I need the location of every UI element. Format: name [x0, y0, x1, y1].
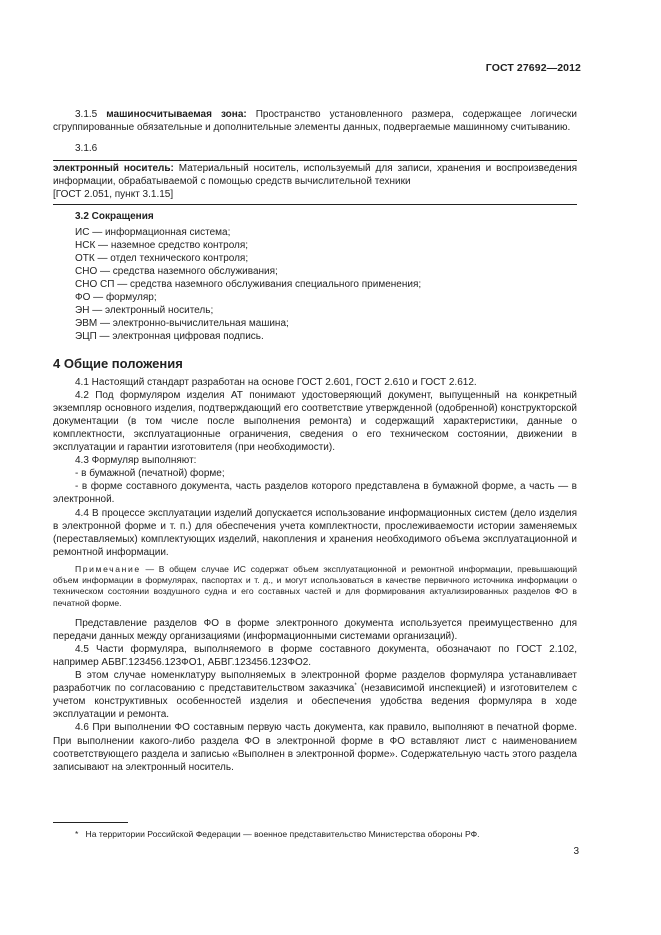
list-item: СНО СП — средства наземного обслуживания специального применения;: [75, 279, 422, 291]
clause-number: 3.1.5: [75, 109, 98, 120]
paragraph-4-5: 4.5 Части формуляра, выполняемого в форме составного документа, обозначают по ГОСТ 2.102, например АБВГ.123456.123ФО1, АБВГ.123456.123ФО2.: [53, 643, 577, 668]
term-box: [53, 160, 577, 204]
clause-3-1-5: [53, 108, 577, 134]
page-content: [53, 108, 577, 774]
list-item: ЭЦП — электронная цифровая подпись.: [75, 331, 264, 343]
footnote: [75, 829, 575, 840]
footnote-divider: [53, 822, 128, 823]
subsection-title: 3.2 Сокращения: [75, 210, 154, 222]
paragraph-4-1: 4.1 Настоящий стандарт разработан на основе ГОСТ 2.601, ГОСТ 2.610 и ГОСТ 2.612.: [75, 376, 477, 388]
section-title: 4 Общие положения: [53, 355, 183, 371]
list-item: ЭН — электронный носитель;: [75, 305, 214, 317]
definition: Материальный носитель, используемый для записи, хранения и воспроизведения информации, обрабатываемой с помощью средств вычислительной техники: [53, 163, 578, 188]
note-text: — В общем случае ИС содержат объем эксплуатационной и ремонтной информации, превышающий объем информации в формулярах, паспортах и т. д., и могут использоваться в качестве первичного источника информации о техническом состоянии воздушного судна и его составных частей и для формирования актуализированных разделов ФО в печатной форме.: [53, 563, 577, 608]
term: машиносчитываемая зона:: [106, 109, 247, 120]
footnote-text: На территории Российской Федерации — военное представительство Министерства обороны РФ.: [85, 829, 480, 839]
definition-reference: [ГОСТ 2.051, пункт 3.1.15]: [53, 189, 174, 201]
text: (независимой инспекцией) и изготовителем с учетом конструктивных особенностей изделия и обеспечения удобства ведения формуляра в ходе эксплуатации и ремонта.: [53, 683, 577, 721]
list-item: ФО — формуляр;: [75, 292, 157, 304]
definition: Пространство установленного размера, содержащее логически сгруппированные обязательные и дополнительные элементы данных, подвергаемые машинному считыванию.: [53, 109, 578, 134]
paragraph-4-6: 4.6 При выполнении ФО составным первую часть документа, как правило, выполняют в печатной форме. При выполнении какого-либо раздела ФО в электронной форме в ФО вставляют лист с наименованием соответствующего раздела и записью «Выполнен в электронной форме». Содержательную часть этого раздела записывают на электронный носитель.: [53, 722, 577, 773]
note: [53, 564, 577, 609]
paragraph-4-5-b: [53, 669, 577, 721]
list-item: ОТК — отдел технического контроля;: [75, 252, 249, 264]
term: электронный носитель:: [53, 163, 174, 175]
paragraph-4-4: 4.4 В процессе эксплуатации изделий допускается использование информационных систем (дело изделия в электронной форме и т. п.) для обеспечения учета комплектности, прослеживаемости истории заменяемых (переставляемых) комплектующих изделий, накопления и хранения необходимого объема эксплуатационной и ремонтной информации.: [53, 507, 577, 558]
list-item: СНО — средства наземного обслуживания;: [75, 265, 278, 277]
list-item: ЭВМ — электронно-вычислительная машина;: [75, 318, 289, 330]
text: В этом случае номенклатуру выполняемых в электронной форме разделов формуляра устанавливает разработчик по согласованию с представительством заказчика: [53, 670, 577, 695]
page-number: 3: [573, 846, 579, 857]
abbreviation-list: [53, 226, 577, 344]
clause-3-1-6-number: 3.1.6: [75, 143, 98, 155]
footnote-mark: *: [75, 829, 79, 839]
note-label: Примечание: [75, 563, 141, 574]
paragraph-4-2: 4.2 Под формуляром изделия АТ понимают удостоверяющий документ, выпущенный на конкретный экземпляр основного изделия, подтверждающий его соответствие утвержденной (одобренной) конструкторской документации (в том числе после выполнения ремонта) и содержащий характеристики, данные о комплектности, эксплуатационные ограничения, сведения о его техническом состоянии, движении в эксплуатации и гарантии изготовителя (при необходимости).: [53, 389, 577, 454]
paragraph-4-3: 4.3 Формуляр выполняют:: [75, 455, 197, 467]
clause-3-1-6: [53, 162, 577, 188]
paragraph-4-3-a: - в бумажной (печатной) форме;: [75, 468, 225, 480]
standard-header: ГОСТ 27692—2012: [485, 62, 581, 74]
list-item: НСК — наземное средство контроля;: [75, 239, 249, 251]
list-item: ИС — информационная система;: [75, 226, 231, 238]
paragraph-4-3-b: - в форме составного документа, часть разделов которого представлена в бумажной форме, а часть — в электронной.: [53, 481, 577, 506]
footnote-mark: *: [354, 683, 357, 690]
paragraph-after-note: Представление разделов ФО в форме электронного документа используется преимущественно для передачи данных между организациями (информационными системами организаций).: [53, 617, 577, 642]
